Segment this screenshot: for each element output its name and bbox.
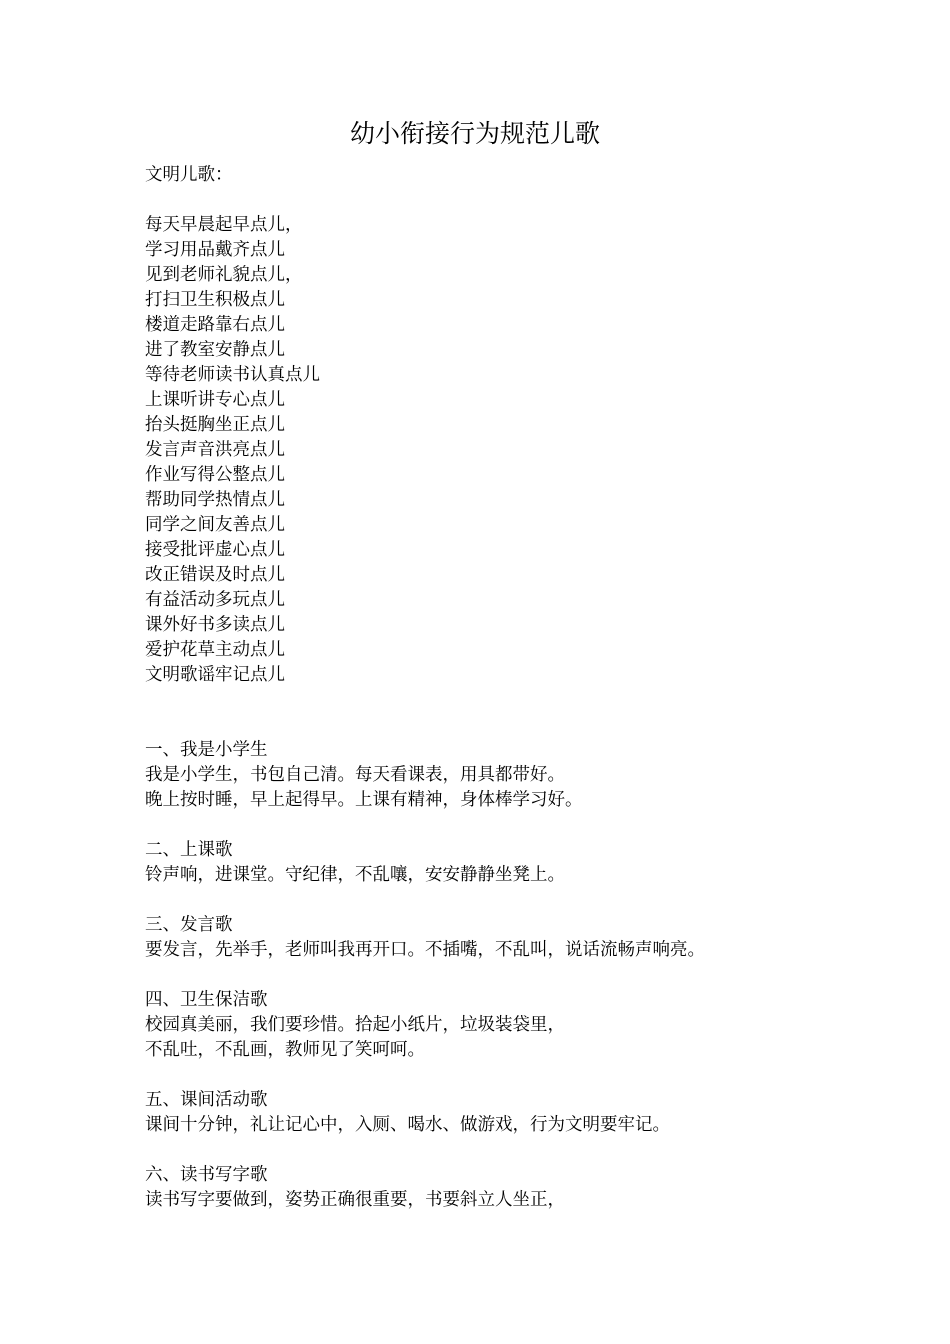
poem-line: 接受批评虚心点儿 [145,540,285,560]
section-heading: 三、发言歌 [145,915,233,935]
poem-line: 同学之间友善点儿 [145,515,285,535]
poem-line: 打扫卫生积极点儿 [145,290,285,310]
poem-line: 每天早晨起早点儿， [145,215,303,235]
spacer [145,963,865,988]
poem-line: 学习用品戴齐点儿 [145,240,285,260]
section-line: 要发言，先举手，老师叫我再开口。不插嘴，不乱叫，说话流畅声响亮。 [145,940,705,960]
section-1 [145,738,865,813]
section-heading: 六、读书写字歌 [145,1165,268,1185]
section-line: 不乱吐，不乱画，教师见了笑呵呵。 [145,1040,425,1060]
poem-line: 进了教室安静点儿 [145,340,285,360]
section-line: 我是小学生，书包自己清。每天看课表，用具都带好。 [145,765,565,785]
intro-label: 文明儿歌： [145,165,233,185]
section-heading: 四、卫生保洁歌 [145,990,268,1010]
poem-line: 楼道走路靠右点儿 [145,315,285,335]
poem-line: 上课听讲专心点儿 [145,390,285,410]
section-line: 课间十分钟，礼让记心中，入厕、喝水、做游戏，行为文明要牢记。 [145,1115,670,1135]
spacer [145,688,865,738]
poem-block [145,213,865,688]
section-line: 晚上按时睡，早上起得早。上课有精神，身体棒学习好。 [145,790,583,810]
poem-line: 发言声音洪亮点儿 [145,440,285,460]
spacer [145,1063,865,1088]
spacer [145,813,865,838]
section-line: 校园真美丽，我们要珍惜。拾起小纸片，垃圾装袋里， [145,1015,565,1035]
poem-line: 爱护花草主动点儿 [145,640,285,660]
poem-line: 抬头挺胸坐正点儿 [145,415,285,435]
spacer [145,888,865,913]
poem-line: 改正错误及时点儿 [145,565,285,585]
section-5 [145,1088,865,1138]
section-6 [145,1163,865,1213]
section-heading: 二、上课歌 [145,840,233,860]
section-heading: 一、我是小学生 [145,740,268,760]
spacer [145,188,865,213]
section-heading: 五、课间活动歌 [145,1090,268,1110]
poem-line: 等待老师读书认真点儿 [145,365,320,385]
section-2 [145,838,865,888]
poem-line: 见到老师礼貌点儿， [145,265,303,285]
poem-line: 帮助同学热情点儿 [145,490,285,510]
spacer [145,1138,865,1163]
section-line: 读书写字要做到，姿势正确很重要，书要斜立人坐正， [145,1190,565,1210]
section-line: 铃声响，进课堂。守纪律，不乱嚷，安安静静坐凳上。 [145,865,565,885]
poem-line: 课外好书多读点儿 [145,615,285,635]
poem-line: 文明歌谣牢记点儿 [145,665,285,685]
section-3 [145,913,865,963]
poem-line: 作业写得公整点儿 [145,465,285,485]
section-4 [145,988,865,1063]
document-title: 幼小衔接行为规范儿歌 [349,119,600,148]
poem-line: 有益活动多玩点儿 [145,590,285,610]
document-body [145,163,865,1213]
